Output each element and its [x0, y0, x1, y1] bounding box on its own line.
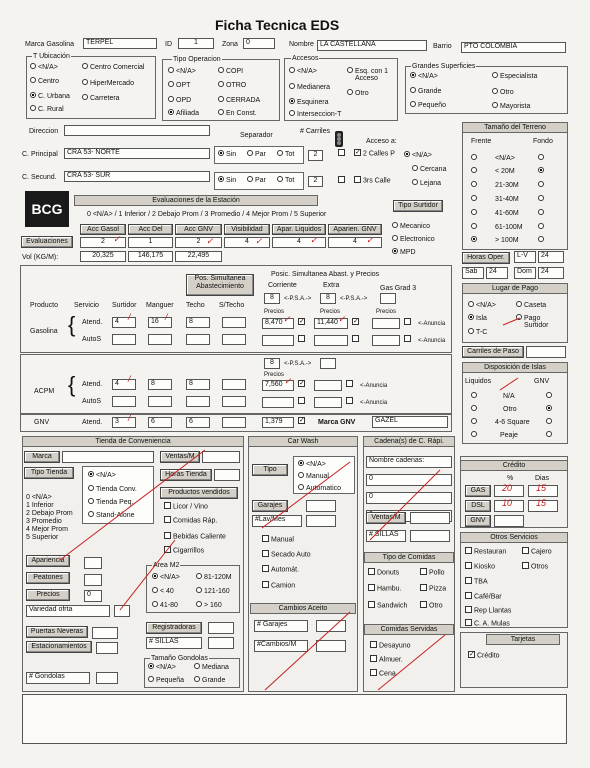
pos-simultanea-button[interactable]: Pos. Simultanea Abastecimiento [186, 274, 254, 296]
aparien-gnv-header[interactable]: Aparien. GNV [328, 224, 382, 235]
gnv-manguer[interactable]: 6 [148, 417, 172, 428]
acpm-atend-manguer[interactable]: 8 [148, 379, 172, 390]
gond-na-label: <N/A> [156, 664, 176, 671]
vol-label: Vol (KG/M): [22, 254, 59, 261]
tot-label: Tot [285, 177, 295, 184]
marca-label: Marca Gasolina [25, 41, 75, 48]
acc-interseccion-label: Interseccion-T [297, 111, 342, 118]
dom-field[interactable]: 24 [538, 267, 564, 279]
gond-grande-label: Grande [202, 677, 226, 684]
producto-header: Producto [30, 302, 59, 309]
gnv-label: GNV [34, 419, 50, 426]
eval-acc-del[interactable]: 1 [128, 237, 173, 248]
c-secund-label: C. Secund. [22, 174, 57, 181]
acc-esq1-label: Esq. con 1 Acceso [355, 68, 389, 82]
tercera-calle-label: 3rs Calle [363, 177, 391, 185]
stecho-header: S/Techo [219, 302, 245, 309]
mecanico-label: Mecanico [400, 223, 430, 230]
scale-2: 2 Debajo Prom [26, 510, 73, 517]
wash-manual-label: Manual [271, 536, 294, 544]
tam-na: <N/A> [495, 155, 515, 162]
otros-servicios-title: Otros Servicios [460, 532, 568, 543]
psa-label-2: <-P.S.A.-> [340, 296, 368, 302]
oper-na-label: <N/A> [176, 68, 196, 75]
pizza-label: Pizza [429, 585, 447, 593]
gnv-precio[interactable]: 1,379 [262, 417, 294, 428]
area-121-label: 121-160 [204, 588, 230, 595]
techo-header: Techo [186, 302, 205, 309]
marca-gnv-label: Marca GNV [318, 419, 356, 426]
sin-label: Sin [226, 177, 237, 184]
acc-otro-label: Otro [355, 90, 369, 97]
par-label: Par [255, 151, 266, 158]
caseta-label: Caseta [524, 302, 547, 309]
cajero-label: Cajero [531, 548, 552, 556]
tc-label: T-C [476, 329, 488, 336]
horas-oper-button[interactable]: Horas Oper. [462, 252, 510, 264]
islas-peaje: Peaje [500, 432, 518, 439]
cred-gas-button[interactable]: GAS [465, 485, 491, 497]
tienda-title: Tienda de Conveniencia [22, 436, 244, 447]
acpm-autos-label: AutoS [82, 398, 102, 405]
brace-icon: { [68, 372, 76, 397]
apariencia-button[interactable]: Apariencia [26, 555, 70, 567]
barrio-field[interactable]: PTO COLOMBIA [461, 42, 566, 53]
zona-label: Zona [222, 41, 238, 48]
acc-na-label: <N/A> [297, 68, 317, 75]
kiosko-label: Kiosko [474, 563, 496, 571]
cadenas-title: Cadena(s) de C. Rápi. [363, 436, 455, 447]
gs-may-label: Mayorista [500, 103, 531, 110]
gs-na-label: <N/A> [418, 73, 438, 80]
separador-label: Separador [240, 132, 273, 139]
donuts-label: Donuts [377, 569, 400, 577]
c-principal-label: C. Principal [22, 151, 58, 158]
cred-gnv-button[interactable]: GNV [465, 515, 491, 527]
desayuno-label: Desayuno [379, 642, 411, 650]
fondo-label: Fondo [533, 138, 553, 145]
accesos-title: Accesos [292, 55, 319, 62]
ubic-hiper-label: HiperMercado [90, 80, 134, 87]
tot-label: Tot [285, 151, 295, 158]
scale-1: 1 Inferior [26, 502, 54, 509]
gnv-techo[interactable]: 6 [186, 417, 210, 428]
cred-dsl-button[interactable]: DSL [465, 500, 491, 512]
red-check-mark: ✓ [338, 314, 346, 324]
c-principal-field[interactable]: CRA 53- NORTE [64, 148, 210, 159]
gondolas-label: # Gondolas [26, 672, 90, 684]
red-check-mark: / [165, 312, 168, 322]
car-wash-title: Car Wash [248, 436, 358, 447]
restaurante-label: Restauran [474, 548, 507, 556]
extra-label: Extra [323, 282, 340, 289]
cambios-aceite-title: Cambios Aceito [250, 603, 356, 614]
lejana-label: Lejana [420, 180, 442, 187]
cercana-label: Cercana [420, 166, 447, 173]
comidas-servidas-title: Comidas Servidas [364, 624, 454, 635]
gas-atend-surtidor[interactable]: 4 [112, 317, 136, 328]
area-160-label: > 160 [204, 602, 222, 609]
vol-del[interactable]: 146,175 [128, 251, 173, 262]
area-81-label: 81-120M [204, 574, 232, 581]
visibilidad-header[interactable]: Visibilidad [224, 224, 270, 235]
scale-0: 0 <N/A> [26, 494, 52, 501]
marca-gnv-field[interactable]: GAZEL [372, 416, 448, 428]
tienda-marca-button[interactable]: Marca [24, 451, 60, 463]
scale-5: 5 Superior [26, 534, 59, 541]
gas-atend-techo[interactable]: 8 [186, 317, 210, 328]
horas-tienda-button[interactable]: Horas Tienda [160, 469, 212, 481]
red-check-mark: ✓ [310, 235, 318, 245]
red-check-mark: / [128, 413, 131, 423]
oper-opt-label: OPT [176, 82, 191, 89]
vol-gasol[interactable]: 20,325 [80, 251, 126, 262]
eval-aparien-gnv[interactable]: 4 [328, 237, 382, 248]
dos-calles-label: 2 Calles P [363, 150, 395, 158]
cambios-garajes-label: # Garajes [254, 620, 308, 632]
gs-otro-label: Otro [500, 89, 514, 96]
psa-corriente[interactable]: 8 [264, 293, 280, 304]
id-label: ID [165, 41, 172, 48]
gasolina-autos-label: AutoS [82, 336, 102, 343]
cadena-1-field[interactable]: 0 [366, 474, 452, 486]
cena-label: Cena [379, 670, 396, 678]
tam-41-60: 41-60M [495, 210, 519, 217]
corriente-label: Corriente [268, 282, 297, 289]
tienda-sillas-label: # SILLAS [146, 637, 202, 649]
gs-grande-label: Grande [418, 88, 442, 95]
eval-visibilidad[interactable]: 4 [224, 237, 270, 248]
oper-otro-label: OTRO [226, 82, 247, 89]
garajes-button[interactable]: Garajes [252, 500, 288, 512]
red-check-mark: ✓ [284, 376, 292, 386]
sab-label: Sab [462, 267, 484, 279]
oper-opd-label: OPD [176, 97, 192, 104]
manguer-header: Manguer [146, 302, 174, 309]
mpd-label: MPD [400, 249, 416, 256]
cigarrillos-label: Cigarrillos [173, 547, 205, 555]
acpm-atend-techo[interactable]: 8 [186, 379, 210, 390]
hamb-label: Hambu. [377, 585, 402, 593]
c-secund-field[interactable]: CRA 53- SUR [64, 171, 210, 182]
oper-copi-label: COPI [226, 68, 244, 75]
marca-field[interactable]: TERPEL [83, 38, 157, 49]
brace-icon: { [68, 312, 76, 337]
acpm-psa[interactable]: 8 [264, 358, 280, 369]
lv-label: L-V [514, 251, 536, 263]
secado-label: Secado Auto [271, 551, 311, 559]
islas-na: N/A [503, 393, 515, 400]
bebidas-label: Bebidas Caliente [173, 533, 226, 541]
pollo-label: Pollo [429, 569, 445, 577]
credito-title: Crédito [460, 460, 568, 471]
tienda-peq-label: Tienda Peq. [96, 499, 134, 506]
id-field[interactable]: 1 [178, 38, 214, 49]
liquidos-label: Liquidos [465, 378, 492, 385]
ubic-na-label: <N/A> [38, 64, 58, 71]
acpm-precio[interactable]: 7,560 [262, 380, 294, 391]
gs-title: Grandes Superficies [412, 63, 476, 70]
surtidor-header: Surtidor [112, 302, 137, 309]
gs-peq-label: Pequeño [418, 102, 447, 109]
tarjetas-title: Tarjetas [486, 634, 560, 645]
ubic-carretera-label: Carretera [90, 95, 120, 102]
cafe-label: Café/Bar [474, 593, 502, 601]
gond-pequena-label: Pequeña [156, 677, 185, 684]
gs-esp-label: Especialista [500, 73, 538, 80]
operacion-title: Tipo Operacion [173, 56, 221, 63]
pago-surtidor-label: Pago Surtidor [524, 315, 549, 329]
tam-20: < 20M [495, 168, 515, 175]
acpm-psa-label: <-P.S.A.-> [284, 361, 312, 367]
gas-dias-handwritten: 15 [536, 483, 547, 493]
precio-corriente[interactable]: 8,470 [262, 318, 294, 329]
par-label: Par [255, 177, 266, 184]
sandwich-label: Sandwich [377, 602, 408, 610]
lugar-pago-title: Lugar de Pago [462, 283, 568, 294]
sin-label: Sin [226, 151, 237, 158]
electronico-label: Electronico [400, 236, 435, 243]
tamano-title: Tamaño del Terreno [462, 122, 568, 133]
nombre-label: Nombre [289, 41, 314, 48]
gnv-atend-label: Atend. [82, 419, 103, 426]
acc-esquinera-label: Esquinera [297, 99, 329, 106]
tam-31-40: 31-40M [495, 196, 519, 203]
tam-100: > 100M [495, 237, 519, 244]
acceso-a-label: Acceso a: [366, 138, 397, 145]
eval-apar-liquidos[interactable]: 4 [272, 237, 326, 248]
dom-label: Dom [514, 267, 536, 279]
variedad-label: Variedad ofrta [26, 605, 110, 617]
oper-afiliada-label: Afiliada [176, 110, 199, 117]
tarjeta-credito-label: Crédito [477, 652, 500, 660]
acpm-label: ACPM [34, 388, 55, 395]
lv-field[interactable]: 24 [538, 251, 564, 263]
ubic-rural-label: C. Rural [38, 106, 64, 113]
scale-3: 3 Promedio [26, 518, 62, 525]
bcg-logo: BCG [25, 191, 69, 227]
registradoras-button[interactable]: Registradoras [146, 622, 202, 634]
peatones-button[interactable]: Peatones [26, 572, 70, 584]
frente-label: Frente [471, 138, 492, 145]
area-40-label: < 40 [160, 588, 174, 595]
cad-sillas-label: # SILLAS [366, 530, 406, 542]
precios-label-2: Precios [320, 309, 341, 315]
ca-mulas-label: C. A. Mulas [474, 620, 510, 628]
otro-comida-label: Otro [429, 602, 443, 610]
isla-label: Isla [476, 315, 487, 322]
direccion-label: Direccion [29, 128, 59, 135]
pago-na-label: <N/A> [476, 302, 496, 309]
acpm-atend-surtidor[interactable]: 4 [112, 379, 136, 390]
red-check-mark: ✓ [206, 236, 214, 246]
nombre-cadenas-label: Nombre cadenas: [366, 456, 452, 468]
tipo-comidas-title: Tipo de Comidas [364, 552, 454, 563]
disposicion-title: Disposición de Islas [462, 362, 568, 373]
acc-gnv-header[interactable]: Acc GNV [175, 224, 222, 235]
productos-vendidos-button[interactable]: Productos vendidos [160, 487, 238, 499]
tam-21-30: 21-30M [495, 182, 519, 189]
dias-header: Dias [535, 475, 550, 482]
psa-label: <-P.S.A.-> [284, 296, 312, 302]
oper-enconst-label: En Const. [226, 110, 257, 117]
ubicacion-title: T Ubicación [33, 53, 70, 60]
page-title: Ficha Tecnica EDS [215, 17, 340, 33]
red-check-mark: ✓ [255, 236, 263, 246]
cadena-2-field[interactable]: 0 [366, 492, 452, 504]
barrio-label: Barrio [433, 43, 452, 50]
gnv-islas-label: GNV [534, 378, 550, 385]
ubic-centro-label: Centro [38, 78, 60, 85]
precios-label: Precios [264, 309, 285, 315]
anuncia-label: <-Anuncia [418, 321, 446, 327]
cambios-mes-label: #Cambios/M [254, 640, 308, 652]
islas-46-square: 4-6 Square [495, 419, 530, 426]
posic-label: Posic. Simultanea Abast. y Precios [271, 271, 380, 278]
acpm-anuncia: <-Anuncia [360, 383, 388, 389]
acpm-precios-label: Precios [264, 372, 285, 378]
dsl-dias-handwritten: 15 [536, 498, 547, 508]
tipo-surtidor-button[interactable]: Tipo Surtidor [393, 200, 443, 212]
acc-medianera-label: Medianera [297, 84, 331, 91]
licor-label: Licor / Vino [173, 503, 208, 511]
camion-label: Camion [271, 582, 296, 590]
car-tipo-button[interactable]: Tipo [252, 464, 288, 476]
zona-field[interactable]: 0 [243, 38, 275, 49]
carriles-cs-field[interactable]: 2 [308, 176, 323, 187]
pct-header: % [507, 475, 514, 482]
red-check-mark: ✓ [366, 235, 374, 245]
gnv-surtidor[interactable]: 3 [112, 417, 136, 428]
lav-mes-label: #Lav/Mes [252, 515, 302, 527]
almuerzo-label: Almuer. [379, 656, 403, 664]
anuncia-label-2: <-Anuncia [418, 338, 446, 344]
area-title: Area M2 [153, 562, 180, 569]
car-na-label: <N/A> [306, 461, 326, 468]
gond-mediana-label: Mediana [202, 664, 229, 671]
eval-acc-gasol[interactable]: 2 [80, 237, 126, 248]
oper-cerrada-label: CERRADA [226, 97, 261, 104]
precios-button[interactable]: Precios [26, 589, 70, 601]
puertas-neveras-button[interactable]: Puertas Neveras [26, 626, 88, 638]
acpm-anuncia-2: <-Anuncia [360, 400, 388, 406]
gondolas-title: Tamaño Gondolas [151, 655, 208, 662]
acceso-na-label: <N/A> [412, 152, 432, 159]
evaluaciones-button[interactable]: Evaluaciones [21, 236, 73, 248]
tienda-stand-label: Stand-Alone [96, 512, 135, 519]
precio-extra[interactable]: 11,440 [314, 318, 348, 329]
red-check-mark: / [128, 374, 131, 384]
servicio-header: Servicio [74, 302, 99, 309]
precios-field[interactable]: 0 [84, 590, 102, 602]
otros-label: Otros [531, 563, 549, 571]
acpm-atend-label: Atend. [82, 381, 103, 388]
tam-61-100: 61-100M [495, 224, 523, 231]
comidas-label: Comidas Ráp. [173, 517, 218, 525]
gas-pct-handwritten: 20 [502, 483, 513, 493]
ubic-cc-label: Centro Comercial [90, 64, 145, 71]
gasolina-atend-label: Atend. [82, 319, 103, 326]
estacionamientos-button[interactable]: Estacionamientos [26, 641, 92, 653]
tienda-ventas-button[interactable]: Ventas/M [160, 451, 200, 463]
area-41-label: 41-80 [160, 602, 178, 609]
cad-ventas-button[interactable]: Ventas/M [366, 512, 406, 524]
acc-gasol-header[interactable]: Acc Gasol [80, 224, 126, 235]
tipo-tienda-button[interactable]: Tipo Tienda [24, 467, 74, 479]
precios-label-3: Precios [376, 309, 397, 315]
gasolina-label: Gasolina [30, 328, 58, 335]
dsl-pct-handwritten: 10 [502, 498, 513, 508]
carriles-label: # Carriles [300, 128, 330, 135]
evaluaciones-scale: 0 <N/A> / 1 Inferior / 2 Debajo Prom / 3 Promedio / 4 Mejor Prom / 5 Superior [87, 211, 327, 218]
nombre-field[interactable]: LA CASTELLANA [317, 40, 427, 51]
eval-acc-gnv[interactable]: 2 [175, 237, 222, 248]
gasgrad-label: Gas Grad 3 [380, 285, 417, 292]
gas-atend-manguer[interactable]: 16 [148, 317, 172, 328]
psa-extra[interactable]: 8 [320, 293, 336, 304]
car-manual-label: Manual [306, 473, 329, 480]
evaluaciones-title: Evaluaciones de la Estación [74, 195, 318, 206]
carriles-cp-field[interactable]: 2 [308, 150, 323, 161]
acc-del-header[interactable]: Acc Del [128, 224, 173, 235]
rep-llantas-label: Rep Llantas [474, 607, 512, 615]
automat-label: Automát. [271, 566, 300, 574]
islas-otro: Otro [503, 406, 517, 413]
scale-4: 4 Mejor Prom [26, 526, 69, 533]
red-check-mark: / [128, 312, 131, 322]
ubic-urbana-label: C. Urbana [38, 93, 70, 100]
red-check-mark: ✓ [283, 314, 291, 324]
red-check-mark: ✓ [113, 234, 121, 244]
tba-label: TBA [474, 578, 488, 586]
tienda-conv-label: Tienda Conv. [96, 486, 137, 493]
apar-liquidos-header[interactable]: Apar. Liquidos [272, 224, 326, 235]
car-auto-label: Automatico [306, 485, 342, 492]
tienda-na-label: <N/A> [96, 472, 116, 479]
vol-gnv[interactable]: 22,495 [175, 251, 222, 262]
area-na-label: <N/A> [160, 574, 180, 581]
sab-field[interactable]: 24 [486, 267, 508, 279]
carriles-paso-button[interactable]: Carriles de Paso [462, 346, 524, 358]
